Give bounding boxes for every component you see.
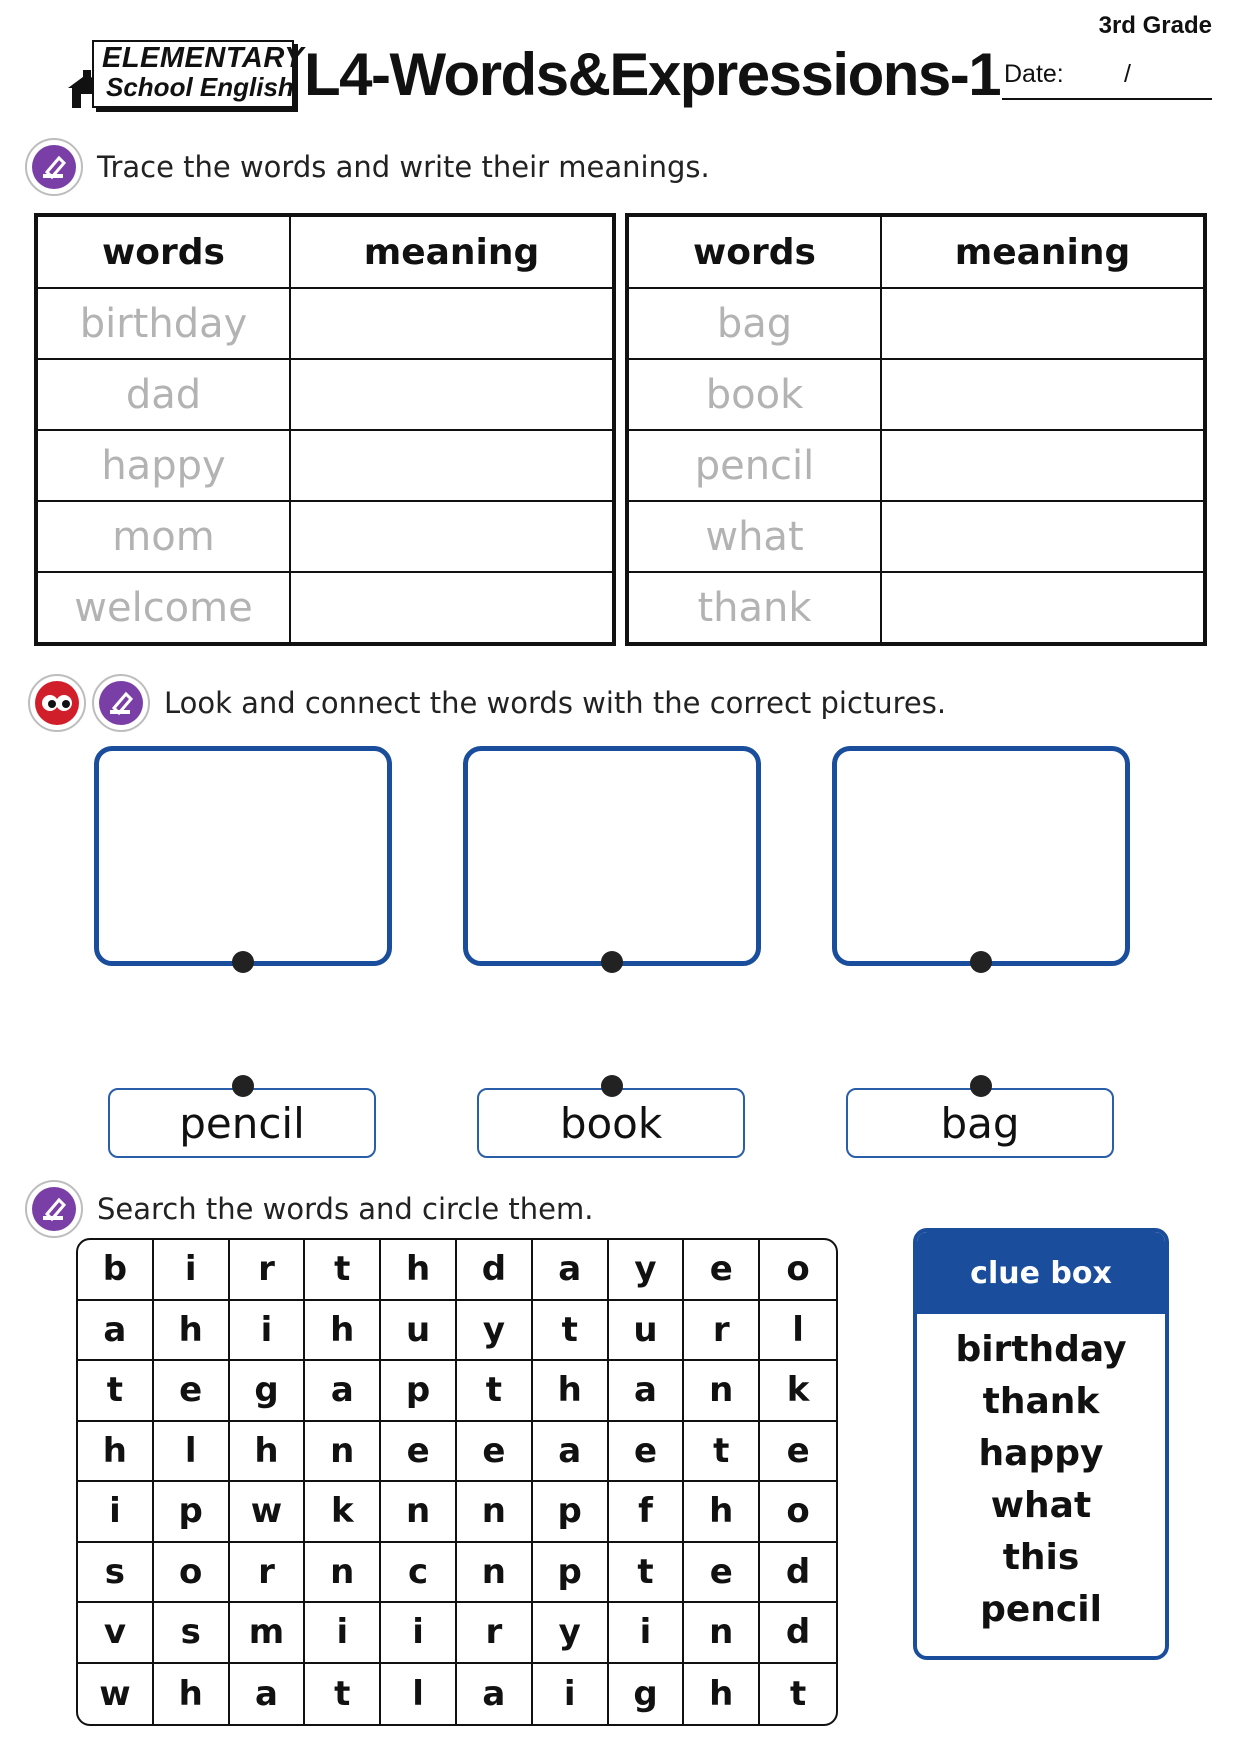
trace-table-left <box>34 213 616 646</box>
grid-letter[interactable]: n <box>457 1482 533 1543</box>
grid-letter[interactable]: l <box>760 1301 836 1362</box>
date-slash: / <box>1124 60 1131 88</box>
meaning-field[interactable] <box>290 288 614 359</box>
meaning-field[interactable] <box>881 359 1205 430</box>
grid-letter[interactable]: e <box>684 1543 760 1604</box>
grid-letter[interactable]: r <box>230 1240 306 1301</box>
picture-box-2 <box>463 746 761 966</box>
grid-letter[interactable]: h <box>230 1422 306 1483</box>
grid-letter[interactable]: e <box>684 1240 760 1301</box>
pencil-badge-icon <box>92 674 150 732</box>
logo-line-2: School English <box>106 72 294 102</box>
table-row <box>627 288 1205 359</box>
logo-line-1: ELEMENTARY <box>102 42 305 74</box>
grid-letter[interactable]: i <box>533 1664 609 1725</box>
table-row <box>36 359 614 430</box>
grid-letter[interactable]: s <box>154 1603 230 1664</box>
grid-letter[interactable]: i <box>609 1603 685 1664</box>
pencil-badge-icon <box>25 138 83 196</box>
word-connect-dot[interactable] <box>232 1075 254 1097</box>
clue-box-title: clue box <box>917 1232 1165 1314</box>
trace-word[interactable]: thank <box>627 572 881 644</box>
grid-letter[interactable]: v <box>78 1603 154 1664</box>
grid-letter[interactable]: r <box>684 1301 760 1362</box>
school-logo <box>66 40 305 108</box>
grid-letter[interactable]: t <box>609 1543 685 1604</box>
clue-list <box>917 1314 1165 1636</box>
grid-letter[interactable]: r <box>457 1603 533 1664</box>
grid-letter[interactable]: i <box>305 1603 381 1664</box>
grid-letter[interactable]: d <box>760 1603 836 1664</box>
grid-letter[interactable]: a <box>78 1301 154 1362</box>
grid-letter[interactable]: i <box>78 1482 154 1543</box>
grid-letter[interactable]: t <box>684 1422 760 1483</box>
picture-connect-dot[interactable] <box>232 951 254 973</box>
grid-letter[interactable]: n <box>684 1603 760 1664</box>
table-row <box>36 430 614 501</box>
trace-word[interactable]: welcome <box>36 572 290 644</box>
section3-instruction-row <box>25 1180 593 1238</box>
grid-letter[interactable]: o <box>760 1482 836 1543</box>
grid-letter[interactable]: t <box>457 1361 533 1422</box>
grid-letter[interactable]: t <box>78 1361 154 1422</box>
grid-letter[interactable]: a <box>609 1361 685 1422</box>
grid-letter[interactable]: o <box>154 1543 230 1604</box>
trace-word[interactable]: dad <box>36 359 290 430</box>
word-connect-dot[interactable] <box>601 1075 623 1097</box>
grid-letter[interactable]: h <box>154 1301 230 1362</box>
grid-letter[interactable]: h <box>533 1361 609 1422</box>
grid-letter[interactable]: h <box>684 1664 760 1725</box>
grid-letter[interactable]: e <box>381 1422 457 1483</box>
grid-letter[interactable]: u <box>609 1301 685 1362</box>
meaning-field[interactable] <box>290 430 614 501</box>
table-row <box>36 501 614 572</box>
grid-letter[interactable]: t <box>789 1673 807 1714</box>
word-search-grid <box>76 1238 838 1726</box>
trace-word[interactable]: book <box>627 359 881 430</box>
grid-letter[interactable]: h <box>154 1664 230 1725</box>
eyes-badge-icon <box>28 674 86 732</box>
grid-letter[interactable]: y <box>609 1240 685 1301</box>
pencil-badge-icon <box>25 1180 83 1238</box>
grid-letter[interactable]: p <box>533 1543 609 1604</box>
grid-letter[interactable]: r <box>230 1543 306 1604</box>
grid-letter[interactable]: b <box>78 1240 154 1301</box>
grid-letter[interactable]: f <box>609 1482 685 1543</box>
table-row <box>36 288 614 359</box>
table-row <box>627 501 1205 572</box>
meaning-field[interactable] <box>290 359 614 430</box>
meaning-field[interactable] <box>290 572 614 644</box>
grid-letter[interactable]: m <box>230 1603 306 1664</box>
grid-letter[interactable]: e <box>457 1422 533 1483</box>
grid-letter[interactable]: i <box>154 1240 230 1301</box>
grid-letter[interactable]: h <box>78 1422 154 1483</box>
meaning-field[interactable] <box>881 501 1205 572</box>
trace-word[interactable]: pencil <box>627 430 881 501</box>
word-connect-dot[interactable] <box>970 1075 992 1097</box>
clue-item: this <box>1002 1537 1080 1578</box>
grid-letter[interactable]: i <box>230 1301 306 1362</box>
grid-letter[interactable]: t <box>305 1664 381 1725</box>
meaning-field[interactable] <box>881 430 1205 501</box>
clue-item: happy <box>978 1433 1104 1474</box>
grid-letter[interactable]: d <box>760 1543 836 1604</box>
trace-word[interactable]: mom <box>36 501 290 572</box>
section2-instruction-row <box>28 674 946 732</box>
grid-letter[interactable]: t <box>305 1240 381 1301</box>
section1-instruction-row <box>25 138 710 196</box>
grid-letter[interactable]: n <box>381 1482 457 1543</box>
grid-letter[interactable]: a <box>230 1664 306 1725</box>
grid-letter[interactable]: u <box>381 1301 457 1362</box>
grid-letter[interactable]: a <box>305 1361 381 1422</box>
grid-letter[interactable]: y <box>533 1603 609 1664</box>
grid-letter[interactable]: e <box>760 1422 836 1483</box>
grid-letter[interactable]: g <box>609 1664 685 1725</box>
grid-letter[interactable]: g <box>230 1361 306 1422</box>
grid-letter[interactable]: p <box>154 1482 230 1543</box>
grid-letter[interactable]: k <box>305 1482 381 1543</box>
grid-letter[interactable]: h <box>381 1240 457 1301</box>
grid-letter[interactable]: l <box>154 1422 230 1483</box>
grid-letter[interactable]: w <box>78 1664 154 1725</box>
grid-letter[interactable]: y <box>457 1301 533 1362</box>
col-header-meaning: meaning <box>290 215 614 288</box>
grid-letter[interactable]: n <box>305 1422 381 1483</box>
date-label: Date: <box>1004 60 1064 88</box>
grid-letter[interactable]: a <box>533 1240 609 1301</box>
grid-letter[interactable]: l <box>381 1664 457 1725</box>
grid-letter[interactable]: c <box>381 1543 457 1604</box>
picture-box-1 <box>94 746 392 966</box>
trace-word[interactable]: happy <box>36 430 290 501</box>
word-box-book: book <box>477 1088 745 1158</box>
word-box-pencil: pencil <box>108 1088 376 1158</box>
picture-connect-dot[interactable] <box>970 951 992 973</box>
grid-letter[interactable]: n <box>684 1361 760 1422</box>
grid-letter[interactable]: i <box>381 1603 457 1664</box>
grid-letter[interactable]: p <box>381 1361 457 1422</box>
grid-letter[interactable]: k <box>760 1361 836 1422</box>
grid-letter[interactable]: h <box>684 1482 760 1543</box>
col-header-words: words <box>36 215 290 288</box>
grid-letter[interactable]: a <box>457 1664 533 1725</box>
grid-letter[interactable]: a <box>533 1422 609 1483</box>
grid-letter[interactable]: t <box>533 1301 609 1362</box>
grid-letter[interactable]: o <box>760 1240 836 1301</box>
clue-box <box>913 1228 1169 1660</box>
trace-word[interactable]: bag <box>627 288 881 359</box>
grid-letter[interactable]: e <box>154 1361 230 1422</box>
grid-letter[interactable]: w <box>230 1482 306 1543</box>
grid-letter[interactable]: n <box>457 1543 533 1604</box>
table-row <box>627 572 1205 644</box>
trace-word[interactable]: birthday <box>36 288 290 359</box>
picture-connect-dot[interactable] <box>601 951 623 973</box>
grid-letter[interactable]: d <box>457 1240 533 1301</box>
meaning-field[interactable] <box>881 288 1205 359</box>
grade-label: 3rd Grade <box>1098 12 1212 39</box>
trace-word[interactable]: what <box>627 501 881 572</box>
date-line[interactable] <box>1002 98 1212 100</box>
table-row <box>627 430 1205 501</box>
grid-letter[interactable]: p <box>533 1482 609 1543</box>
meaning-field[interactable] <box>290 501 614 572</box>
grid-letter[interactable]: e <box>609 1422 685 1483</box>
table-row <box>36 572 614 644</box>
meaning-field[interactable] <box>881 572 1205 644</box>
section3-instruction: Search the words and circle them. <box>97 1192 594 1226</box>
col-header-meaning: meaning <box>881 215 1205 288</box>
trace-table-right <box>625 213 1207 646</box>
col-header-words: words <box>627 215 881 288</box>
clue-item: pencil <box>980 1589 1102 1630</box>
page-title: L4-Words&Expressions-1 <box>304 41 1001 108</box>
word-box-bag: bag <box>846 1088 1114 1158</box>
section1-instruction: Trace the words and write their meanings. <box>97 150 710 184</box>
section2-instruction: Look and connect the words with the correct pictures. <box>164 686 947 720</box>
clue-item: birthday <box>955 1329 1127 1370</box>
grid-letter[interactable]: n <box>305 1543 381 1604</box>
table-row <box>627 359 1205 430</box>
grid-letter[interactable]: s <box>78 1543 154 1604</box>
clue-item: thank <box>982 1381 1100 1422</box>
clue-item: what <box>990 1485 1092 1526</box>
picture-box-3 <box>832 746 1130 966</box>
grid-letter[interactable]: h <box>305 1301 381 1362</box>
